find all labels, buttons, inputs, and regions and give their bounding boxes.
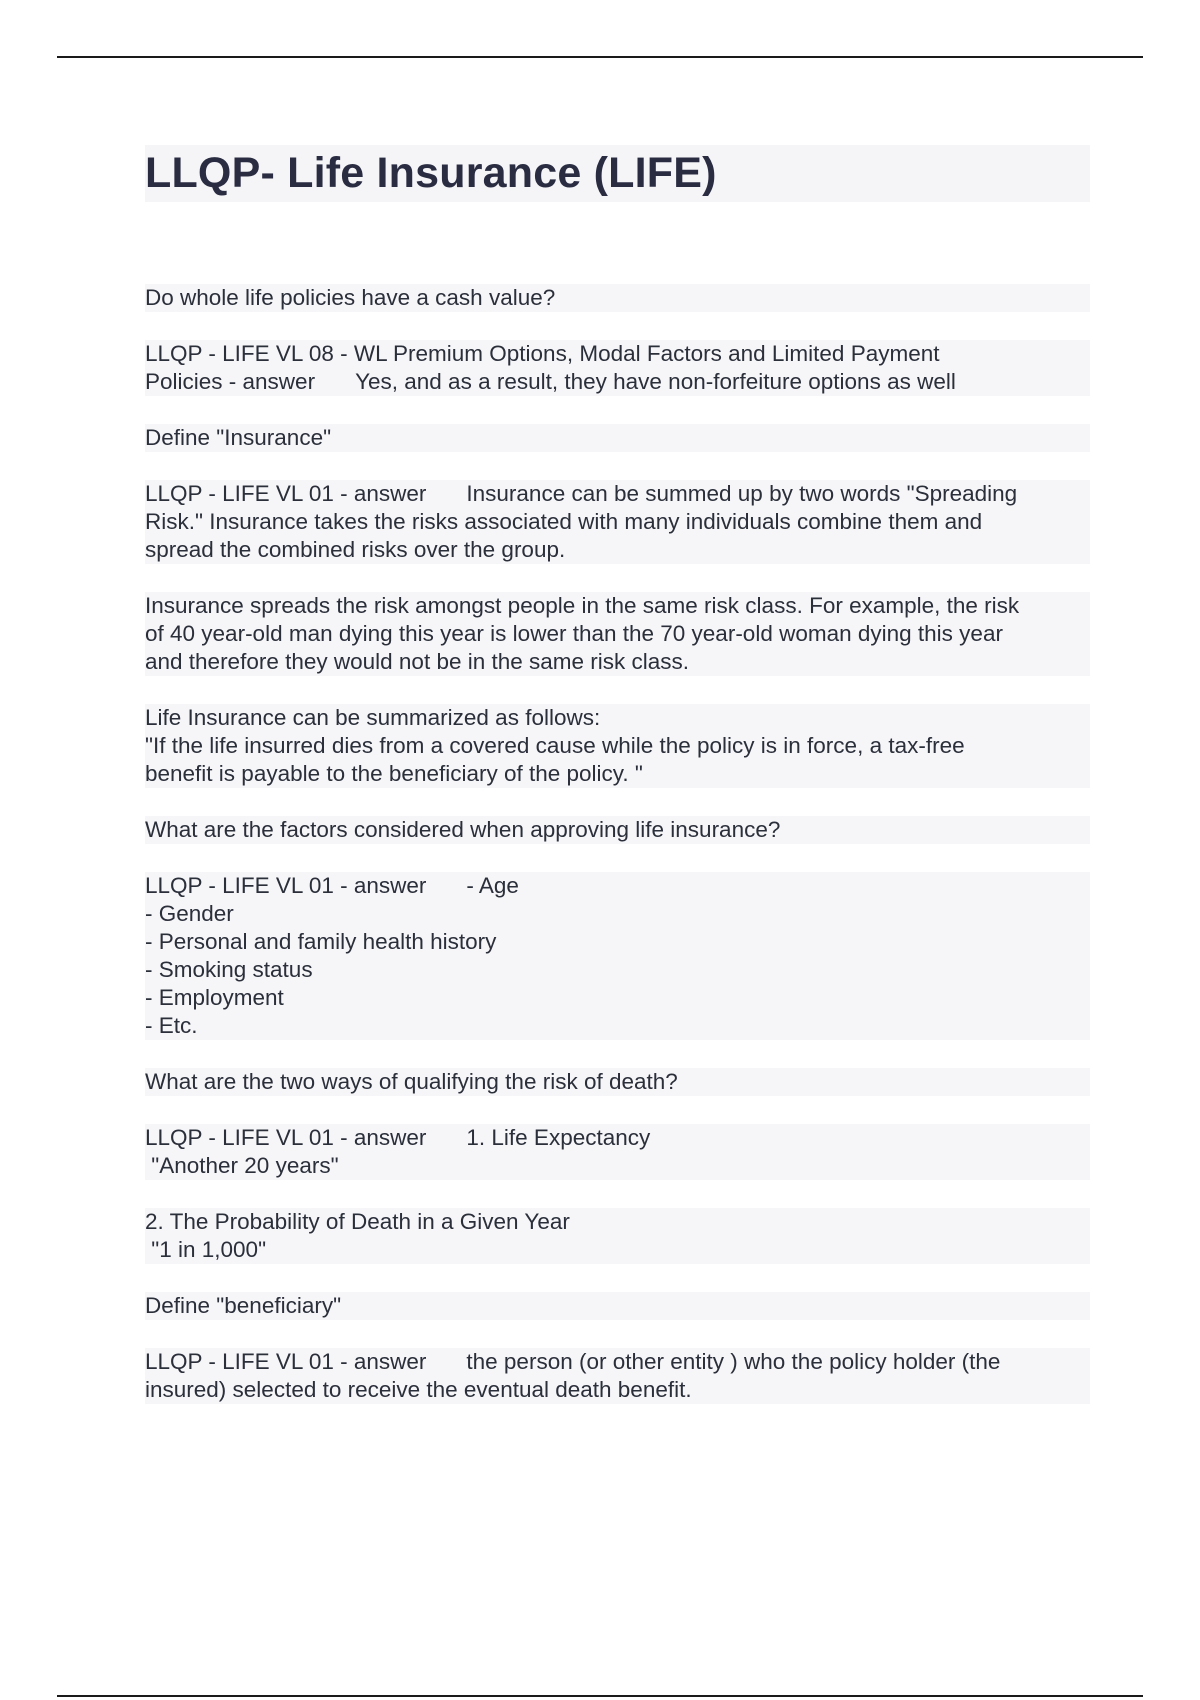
question-text: What are the two ways of qualifying the risk of death? [145, 1068, 1090, 1096]
answer [145, 480, 1090, 564]
answer-line: of 40 year-old man dying this year is lower than the 70 year-old woman dying this year [145, 620, 1090, 648]
answer-line: Risk." Insurance takes the risks associated with many individuals combine them and [145, 508, 1090, 536]
answer-text: Yes, and as a result, they have non-forfeiture options as well [355, 369, 956, 394]
answer-paragraph [145, 1208, 1090, 1264]
question-text: Define "beneficiary" [145, 1292, 1090, 1320]
answer-paragraph [145, 704, 1090, 788]
answer-prefix: LLQP - LIFE VL 01 - answer [145, 481, 427, 506]
question [145, 284, 1090, 312]
answer-line [145, 480, 1090, 508]
question [145, 424, 1090, 452]
answer-line [145, 1124, 1090, 1152]
bottom-rule [57, 1695, 1143, 1697]
answer-line: LLQP - LIFE VL 08 - WL Premium Options, Modal Factors and Limited Payment [145, 340, 1090, 368]
question-text: Define "Insurance" [145, 424, 1090, 452]
answer-line: Insurance spreads the risk amongst people in the same risk class. For example, the risk [145, 592, 1090, 620]
document-body [145, 145, 1090, 1432]
title-band [145, 145, 1090, 202]
list-item: - Gender [145, 900, 1090, 928]
answer-line [145, 1348, 1090, 1376]
list-item: - Personal and family health history [145, 928, 1090, 956]
answer-text: - Age [466, 873, 519, 898]
answer-line: "Another 20 years" [145, 1152, 1090, 1180]
answer [145, 1124, 1090, 1180]
question [145, 816, 1090, 844]
top-rule [57, 56, 1143, 58]
answer-text: the person (or other entity ) who the policy holder (the [466, 1349, 1001, 1374]
question [145, 1292, 1090, 1320]
answer-prefix: LLQP - LIFE VL 01 - answer [145, 873, 427, 898]
answer-text: 1. Life Expectancy [466, 1125, 651, 1150]
answer-prefix: LLQP - LIFE VL 01 - answer [145, 1125, 427, 1150]
page-title: LLQP- Life Insurance (LIFE) [145, 149, 717, 197]
answer-line [145, 872, 1090, 900]
answer [145, 340, 1090, 396]
question-text: Do whole life policies have a cash value? [145, 284, 1090, 312]
answer-line: insured) selected to receive the eventual death benefit. [145, 1376, 1090, 1404]
list-item: - Employment [145, 984, 1090, 1012]
answer [145, 872, 1090, 1040]
answer-line: "1 in 1,000" [145, 1236, 1090, 1264]
list-item: - Smoking status [145, 956, 1090, 984]
answer-text: Insurance can be summed up by two words "Spreading [466, 481, 1018, 506]
answer-prefix: LLQP - LIFE VL 01 - answer [145, 1349, 427, 1374]
answer-prefix: Policies - answer [145, 369, 316, 394]
answer-line: Life Insurance can be summarized as follows: [145, 704, 1090, 732]
answer-line: and therefore they would not be in the same risk class. [145, 648, 1090, 676]
question-text: What are the factors considered when approving life insurance? [145, 816, 1090, 844]
answer-paragraph [145, 592, 1090, 676]
answer-line: benefit is payable to the beneficiary of the policy. " [145, 760, 1090, 788]
question [145, 1068, 1090, 1096]
answer [145, 1348, 1090, 1404]
answer-line [145, 368, 1090, 396]
answer-line: spread the combined risks over the group. [145, 536, 1090, 564]
answer-line: "If the life insurred dies from a covered cause while the policy is in force, a tax-free [145, 732, 1090, 760]
list-item: - Etc. [145, 1012, 1090, 1040]
answer-line: 2. The Probability of Death in a Given Year [145, 1208, 1090, 1236]
